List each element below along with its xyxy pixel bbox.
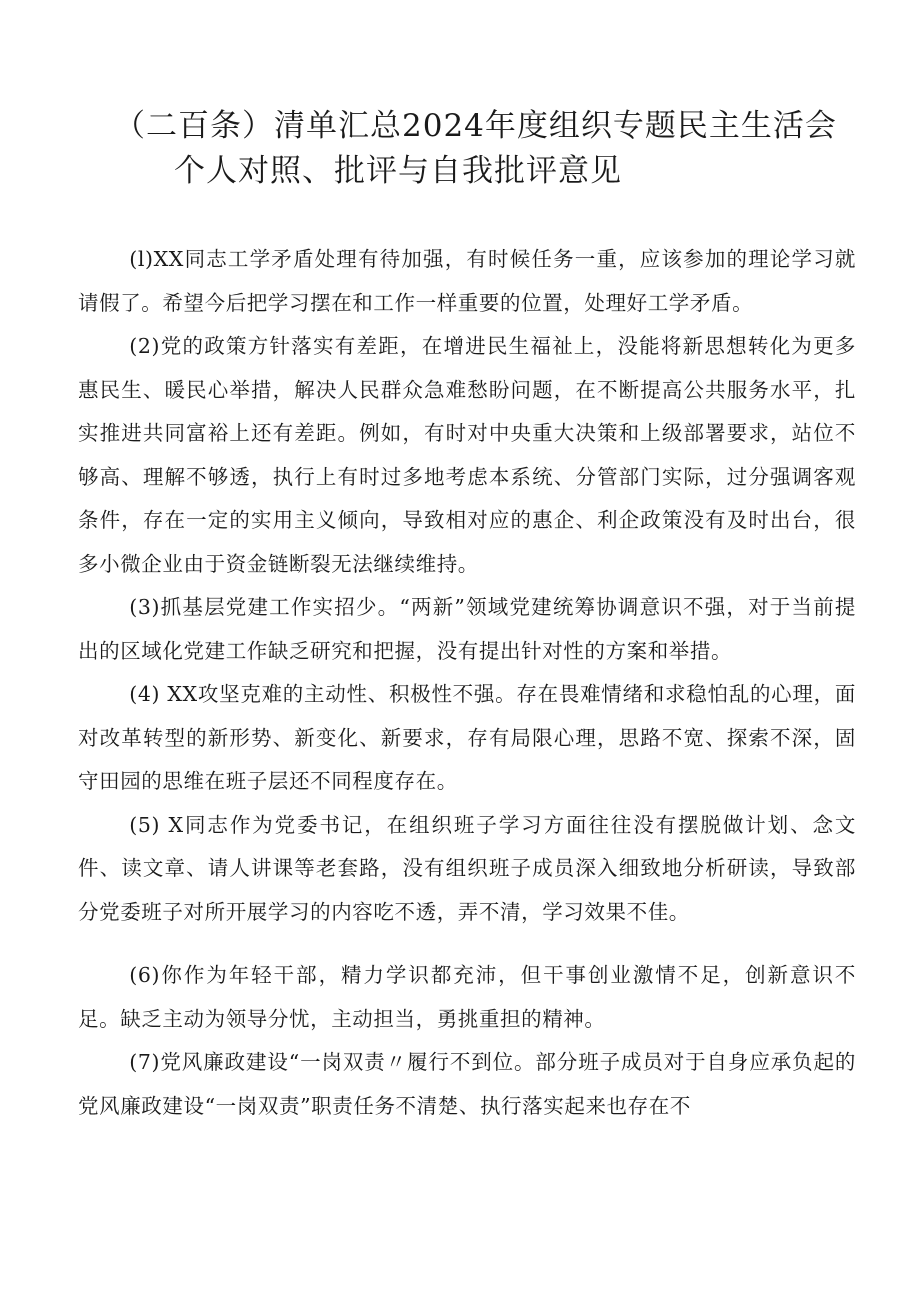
paragraph-5: (5) X同志作为党委书记，在组织班子学习方面往往没有摆脱做计划、念文件、读文章、请人讲课等老套路，没有组织班子成员深入细致地分析研读，导致部分党委班子对所开展学习的内容吃不透，弄不清，学习效果不佳。 [78, 812, 856, 924]
paragraph-7: (7)党风廉政建设“一岗双责〃履行不到位。部分班子成员对于自身应承负起的党风廉政建设“一岗双责”职责任务不清楚、执行落实起来也存在不 [78, 1050, 856, 1118]
paragraph-6: (6)你作为年轻干部，精力学识都充沛，但干事创业激情不足，创新意识不足。缺乏主动为领导分忧，主动担当，勇挑重担的精神。 [78, 963, 856, 1031]
title-line-1: （二百条）清单汇总2024年度组织专题民主生活会 [114, 108, 837, 144]
paragraph-2: (2)党的政策方针落实有差距，在增进民生福祉上，没能将新思想转化为更多惠民生、暖民心举措，解决人民群众急难愁盼问题，在不断提高公共服务水平，扎实推进共同富裕上还有差距。例如，有时对中央重大决策和上级部署要求，站位不够高、理解不够透，执行上有时过多地考虑本系统、分管部门实际，过分强调客观条件，存在一定的实用主义倾向，导致相对应的惠企、利企政策没有及时出台，很多小微企业由于资金链断裂无法继续维持。 [78, 334, 856, 576]
paragraph-4: (4) XX攻坚克难的主动性、积极性不强。存在畏难情绪和求稳怕乱的心理，面对改革转型的新形势、新变化、新要求，存有局限心理，思路不宽、探索不深，固守田园的思维在班子层还不同程度存在。 [78, 682, 856, 793]
title-line-2: 个人对照、批评与自我批评意见 [174, 153, 622, 189]
document-body [78, 238, 856, 1128]
paragraph-1: (l)XX同志工学矛盾处理有待加强，有时候任务一重，应该参加的理论学习就请假了。希望今后把学习摆在和工作一样重要的位置，处理好工学矛盾。 [78, 247, 856, 315]
paragraph-3: (3)抓基层党建工作实招少。“两新”领域党建统筹协调意识不强，对于当前提出的区域化党建工作缺乏研究和把握，没有提出针对性的方案和举措。 [78, 595, 856, 663]
document-title [100, 104, 860, 194]
